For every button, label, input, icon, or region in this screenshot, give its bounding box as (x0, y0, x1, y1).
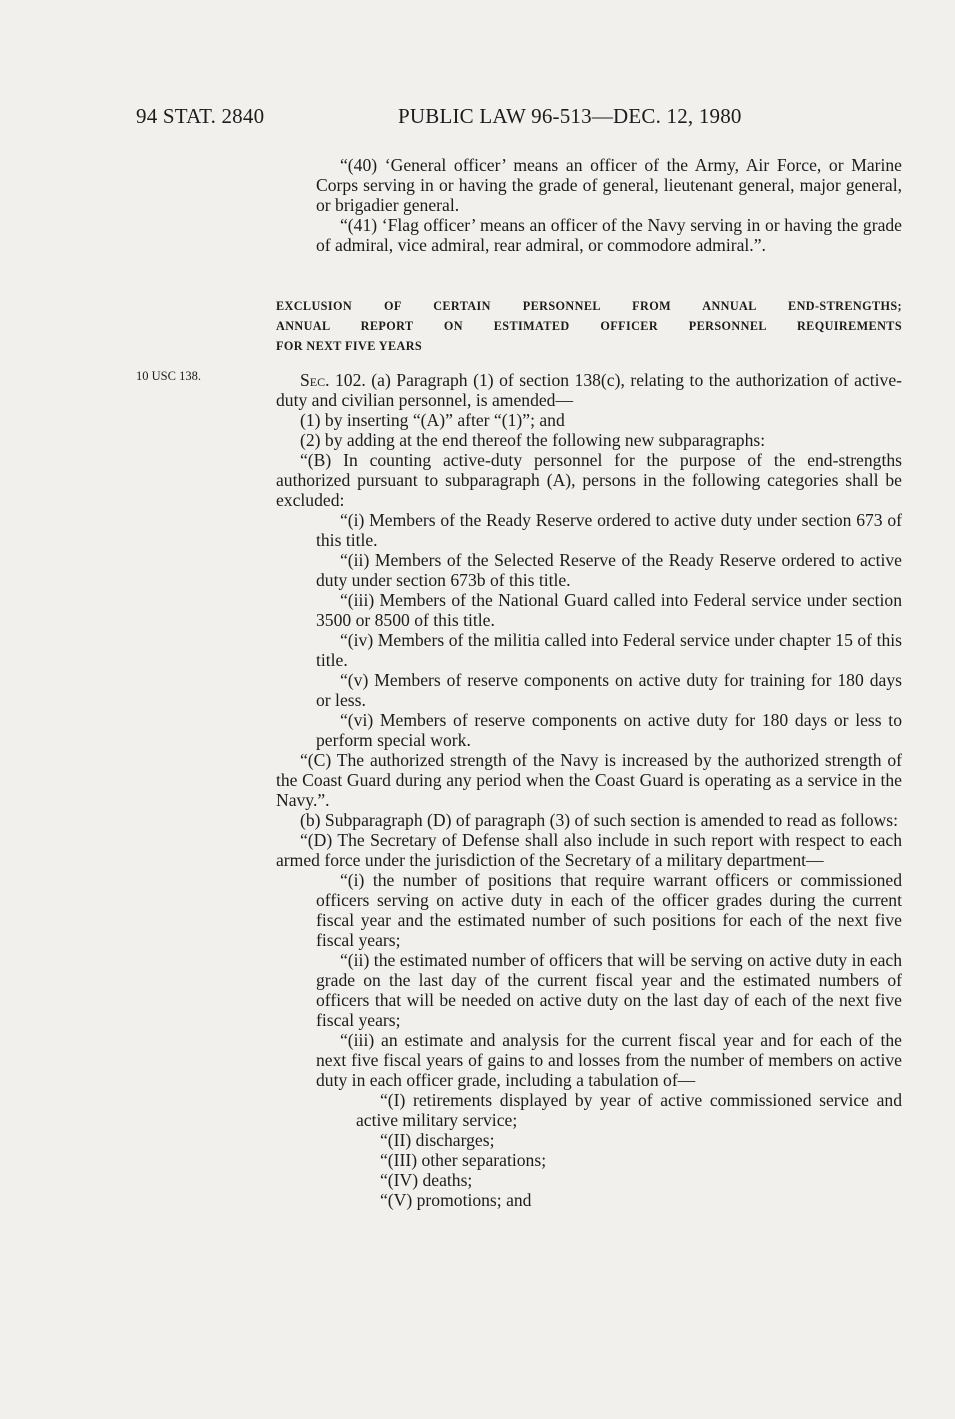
section-heading-line-3: FOR NEXT FIVE YEARS (276, 339, 423, 353)
report-item-ii: “(ii) the estimated number of officers that will be serving on active duty in each grade on the last day of the current fiscal year and the estimated numbers of officers that will be needed on active duty on the last day of each of the next five fiscal years; (316, 950, 902, 1030)
definition-40: “(40) ‘General officer’ means an officer of the Army, Air Force, or Marine Corps serving in or having the grade of general, lieutenant general, major general, or brigadier general. (316, 155, 902, 215)
tabulation-III: “(III) other separations; (380, 1150, 547, 1170)
tabulation-II: “(II) discharges; (380, 1130, 495, 1150)
exclusion-ii: “(ii) Members of the Selected Reserve of the Ready Reserve ordered to active duty under section 673b of this title. (316, 550, 902, 590)
report-item-i: “(i) the number of positions that require warrant officers or commissioned officers serving on active duty in each of the officer grades during the current fiscal year and the estimated number of such positions for each of the next five fiscal years; (316, 870, 902, 950)
subsection-b: (b) Subparagraph (D) of paragraph (3) of such section is amended to read as follows: (300, 810, 898, 830)
exclusion-i: “(i) Members of the Ready Reserve ordered to active duty under section 673 of this title. (316, 510, 902, 550)
report-item-iii: “(iii) an estimate and analysis for the current fiscal year and for each of the next five fiscal years of gains to and losses from the number of members on active duty in each officer grade, including a tabulation of— (316, 1030, 902, 1090)
section-text: (a) Paragraph (1) of section 138(c), relating to the authorization of active-duty and civilian personnel, is amended— (276, 370, 902, 410)
section-heading (276, 296, 902, 356)
tabulation-V: “(V) promotions; and (380, 1190, 532, 1210)
subparagraph-D: “(D) The Secretary of Defense shall also include in such report with respect to each armed force under the jurisdiction of the Secretary of a military department— (276, 830, 902, 870)
section-body (276, 370, 902, 1210)
exclusion-iii: “(iii) Members of the National Guard called into Federal service under section 3500 or 8500 of this title. (316, 590, 902, 630)
section-heading-line-1: EXCLUSION OF CERTAIN PERSONNEL FROM ANNUAL END-STRENGTHS; (276, 299, 902, 313)
report-items-list (276, 870, 902, 1210)
exclusions-list (276, 510, 902, 750)
exclusion-v: “(v) Members of reserve components on active duty for training for 180 days or less. (316, 670, 902, 710)
section-heading-line-2: ANNUAL REPORT ON ESTIMATED OFFICER PERSONNEL REQUIREMENTS (276, 319, 902, 333)
exclusion-vi: “(vi) Members of reserve components on active duty for 180 days or less to perform special work. (316, 710, 902, 750)
margin-citation: 10 USC 138. (136, 369, 201, 383)
tabulation-I: “(I) retirements displayed by year of active commissioned service and active military service; (356, 1090, 902, 1130)
section-label: Sec. 102. (300, 370, 366, 390)
public-law-reference: PUBLIC LAW 96-513—DEC. 12, 1980 (398, 104, 742, 128)
tabulation-list (316, 1090, 902, 1210)
amendment-2: (2) by adding at the end thereof the following new subparagraphs: (300, 430, 766, 450)
tabulation-IV: “(IV) deaths; (380, 1170, 473, 1190)
exclusion-iv: “(iv) Members of the militia called into Federal service under chapter 15 of this title. (316, 630, 902, 670)
subparagraph-C: “(C) The authorized strength of the Navy is increased by the authorized strength of the Coast Guard during any period when the Coast Guard is operating as a service in the Navy.”. (276, 750, 902, 810)
subparagraph-B: “(B) In counting active-duty personnel for the purpose of the end-strengths authorized pursuant to subparagraph (A), persons in the following categories shall be excluded: (276, 450, 902, 510)
definitions-block (316, 155, 902, 255)
section-102-intro (276, 370, 902, 410)
stat-reference: 94 STAT. 2840 (136, 104, 265, 128)
amendment-1: (1) by inserting “(A)” after “(1)”; and (300, 410, 565, 430)
definition-41: “(41) ‘Flag officer’ means an officer of the Navy serving in or having the grade of admiral, vice admiral, rear admiral, or commodore admiral.”. (316, 215, 902, 255)
